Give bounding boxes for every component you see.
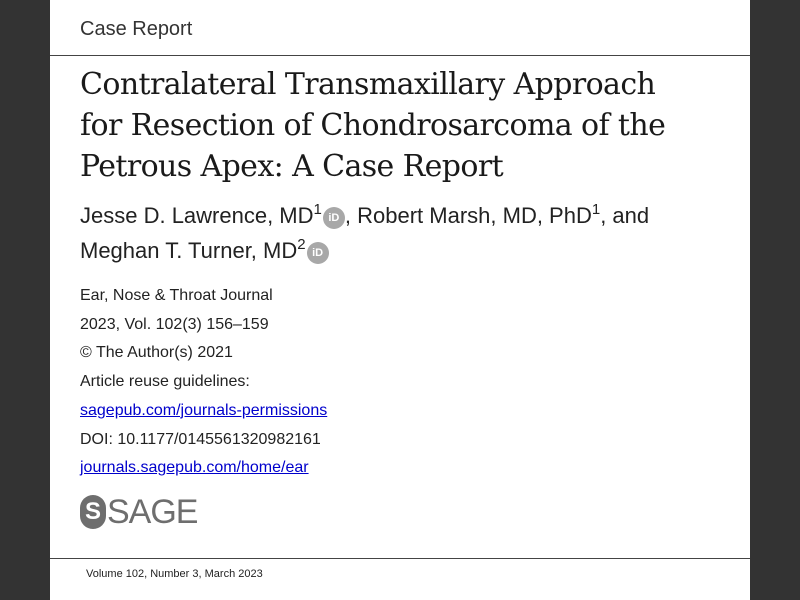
author-list <box>80 198 740 268</box>
permissions-link[interactable]: sagepub.com/journals-permissions <box>80 401 328 419</box>
doi: DOI: 10.1177/0145561320982161 <box>80 430 321 448</box>
author-conjunction: , and <box>600 203 650 228</box>
author-name-lawrence: Jesse D. Lawrence, MD <box>80 203 314 228</box>
top-divider <box>50 55 750 56</box>
copyright: © The Author(s) 2021 <box>80 344 233 362</box>
citation: 2023, Vol. 102(3) 156–159 <box>80 315 269 333</box>
article-metadata <box>80 282 327 483</box>
reuse-label: Article reuse guidelines: <box>80 373 250 391</box>
author-separator: , <box>344 203 351 228</box>
sage-logo-icon <box>80 494 197 530</box>
sage-logo-mark: S <box>80 495 106 529</box>
affiliation-marker: 2 <box>297 236 306 253</box>
author-line-2 <box>80 233 740 268</box>
author-name-marsh: Robert Marsh, MD, PhD <box>357 203 592 228</box>
title-line-3: Petrous Apex: A Case Report <box>80 149 504 184</box>
title-line-2: for Resection of Chondrosarcoma of the <box>80 108 666 143</box>
article-title <box>80 64 720 187</box>
affiliation-marker: 1 <box>313 201 322 218</box>
orcid-icon[interactable]: iD <box>323 207 345 229</box>
author-name-turner: Meghan T. Turner, MD <box>80 238 298 263</box>
orcid-icon[interactable]: iD <box>307 242 329 264</box>
journal-home-link[interactable]: journals.sagepub.com/home/ear <box>80 459 309 477</box>
affiliation-marker: 1 <box>591 201 601 218</box>
footer-issue: Volume 102, Number 3, March 2023 <box>86 568 263 580</box>
page <box>50 0 750 600</box>
bottom-divider <box>50 558 750 559</box>
section-label: Case Report <box>80 18 193 40</box>
sage-logo-text: SAGE <box>107 493 198 531</box>
author-line-1 <box>80 198 740 233</box>
title-line-1: Contralateral Transmaxillary Approach <box>80 67 656 102</box>
journal-name: Ear, Nose & Throat Journal <box>80 287 273 304</box>
